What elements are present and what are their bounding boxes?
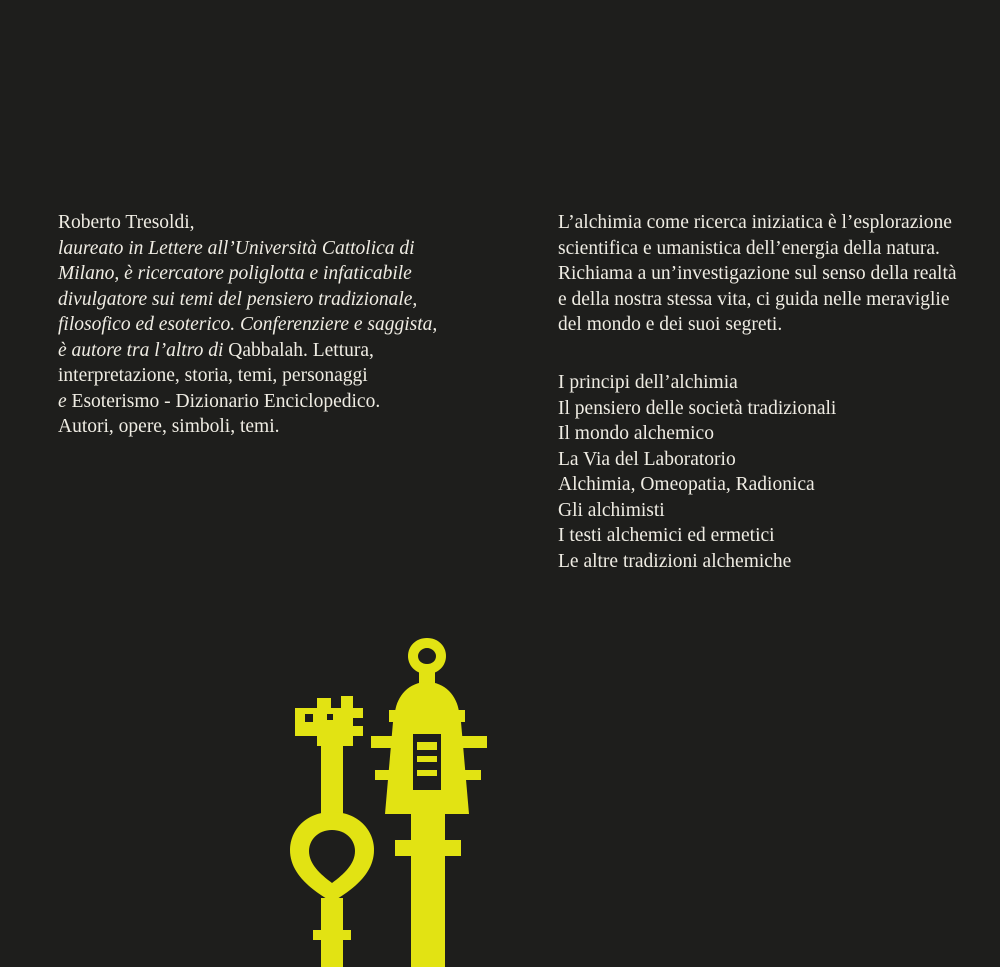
bio-line-roman-part: Qabbalah. Lettura,: [228, 339, 374, 361]
bio-line: [58, 389, 458, 415]
key-icon: [290, 696, 374, 967]
table-of-contents: [558, 370, 978, 574]
bio-line: Roberto Tresoldi,: [58, 212, 195, 233]
bio-line-italic-part: è autore tra l’altro di: [58, 339, 229, 361]
author-bio: [58, 210, 458, 440]
toc-item: Le altre tradizioni alchemiche: [558, 550, 792, 572]
book-description: [558, 210, 958, 338]
toc-item: I principi dell’alchimia: [558, 372, 738, 393]
description-paragraph: L’alchimia come ricerca iniziatica è l’esplorazione scientifica e umanistica dell’energia della natura. Richiama a un’investigazione sul senso della realtà e della nostra stessa vita, ci guida nelle meraviglie del mondo e dei suoi segreti.: [558, 212, 957, 335]
key-and-alembic-illustration: [275, 630, 535, 967]
bio-line: divulgatore sui temi del pensiero tradizionale,: [58, 288, 418, 310]
bio-line-roman-part: Esoterismo - Dizionario Enciclopedico.: [71, 390, 381, 412]
bio-line: interpretazione, storia, temi, personaggi: [58, 365, 368, 386]
toc-item: Gli alchimisti: [558, 499, 665, 521]
bio-line-italic-part: e: [58, 390, 72, 412]
bio-line: Autori, opere, simboli, temi.: [58, 416, 280, 437]
toc-item: Il mondo alchemico: [558, 423, 714, 444]
toc-item: La Via del Laboratorio: [558, 448, 736, 470]
bio-line: Milano, è ricercatore poliglotta e infaticabile: [58, 263, 412, 284]
bio-line: [58, 338, 458, 364]
toc-item: Alchimia, Omeopatia, Radionica: [558, 474, 815, 495]
bio-line: laureato in Lettere all’Università Cattolica di: [58, 237, 415, 259]
alembic-icon: [371, 638, 487, 967]
toc-item: I testi alchemici ed ermetici: [558, 525, 775, 546]
bio-line: filosofico ed esoterico. Conferenziere e saggista,: [58, 314, 438, 335]
toc-item: Il pensiero delle società tradizionali: [558, 397, 837, 419]
